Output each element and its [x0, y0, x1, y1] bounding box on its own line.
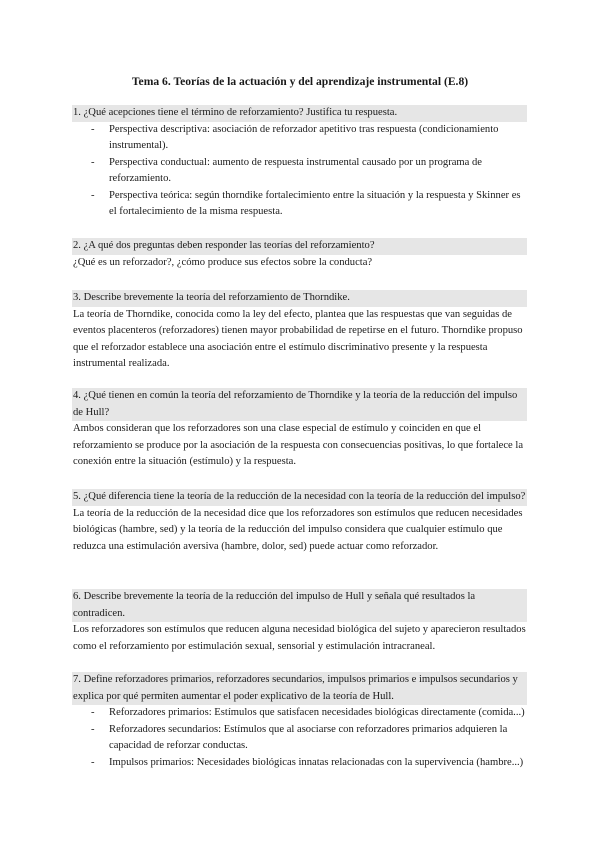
question-3-heading: 3. Describe brevemente la teoría del reforzamiento de Thorndike.	[72, 290, 527, 307]
dash-marker: -	[91, 189, 95, 201]
question-2-answer: ¿Qué es un reforzador?, ¿cómo produce sus efectos sobre la conducta?	[73, 256, 373, 268]
question-7-list	[72, 705, 527, 771]
list-item: - Perspectiva teórica: según thorndike fortalecimiento entre la situación y la respuesta y Skinner es el fortalecimiento de la misma respuesta.	[91, 189, 521, 217]
list-item: - Reforzadores primarios: Estímulos que satisfacen necesidades biológicas directamente (comida...)	[72, 705, 527, 722]
question-1-list	[72, 122, 527, 221]
list-item: - Perspectiva descriptiva: asociación de reforzador apetitivo tras respuesta (condicionamiento instrumental).	[91, 123, 499, 151]
list-item: - Perspectiva conductual: aumento de respuesta instrumental causado por un programa de reforzamiento.	[91, 156, 483, 184]
question-6-block	[72, 589, 527, 655]
question-1-block	[72, 105, 527, 221]
list-item: - Impulsos primarios: Necesidades biológicas innatas relacionadas con la supervivencia (hambre...)	[72, 755, 527, 772]
question-4-heading: 4. ¿Qué tienen en común la teoría del reforzamiento de Thorndike y la teoría de la reducción del impulso de Hull?	[72, 388, 527, 421]
question-6-answer: Los reforzadores son estímulos que reducen alguna necesidad biológica del sujeto y aparecieron resultados como el reforzamiento por estimulación sexual, sensorial y estimulación intracraneal.	[73, 624, 526, 652]
dash-marker: -	[91, 756, 95, 768]
dash-marker: -	[91, 707, 95, 718]
question-7-block	[72, 672, 527, 771]
question-2-heading: 2. ¿A qué dos preguntas deben responder las teorías del reforzamiento?	[72, 238, 527, 255]
dash-marker: -	[91, 123, 95, 135]
dash-marker: -	[91, 156, 95, 168]
question-4-answer: Ambos consideran que los reforzadores son una clase especial de estímulo y coinciden en que el reforzamiento se produce por la asociación de la respuesta con consecuencias positivas, lo que fortalece la conexión entre la situación (estímulo) y la respuesta.	[73, 423, 524, 467]
question-5-heading: 5. ¿Qué diferencia tiene la teoría de la reducción de la necesidad con la teoría de la reducción del impulso?	[72, 489, 527, 506]
question-2-block	[72, 238, 527, 271]
question-3-answer: La teoría de Thorndike, conocida como la ley del efecto, plantea que las respuestas que van seguidas de eventos placenteros (reforzadores) tienen mayor probabilidad de repetirse en el futuro. Thorndike propuso que el reforzador establece una asociación entre el estímulo discriminativo presente y la respuesta instrumental realizada.	[73, 308, 523, 369]
question-7-heading: 7. Define reforzadores primarios, reforzadores secundarios, impulsos primarios e impulsos secundarios y explica por qué permiten aumentar el poder explicativo de la teoría de Hull.	[72, 672, 527, 705]
question-4-block	[72, 388, 527, 471]
question-5-answer: La teoría de la reducción de la necesidad dice que los reforzadores son estímulos que reducen necesidades biológicas (hambre, sed) y la teoría de la reducción del impulso considera que cualquier estímulo que reduzca una estimulación aversiva (hambre, dolor, sed) puede actuar como reforzador.	[73, 507, 523, 552]
list-item: - Reforzadores secundarios: Estímulos que al asociarse con reforzadores primarios adquieren la capacidad de reforzar conductas.	[91, 723, 508, 751]
document-title: Tema 6. Teorías de la actuación y del aprendizaje instrumental (E.8)	[131, 75, 469, 88]
dash-marker: -	[91, 723, 95, 735]
question-3-block	[72, 290, 527, 373]
question-1-heading: 1. ¿Qué acepciones tiene el término de reforzamiento? Justifica tu respuesta.	[72, 105, 527, 122]
question-6-heading: 6. Describe brevemente la teoría de la reducción del impulso de Hull y señala qué resultados la contradicen.	[72, 589, 527, 622]
question-5-block	[72, 489, 527, 555]
